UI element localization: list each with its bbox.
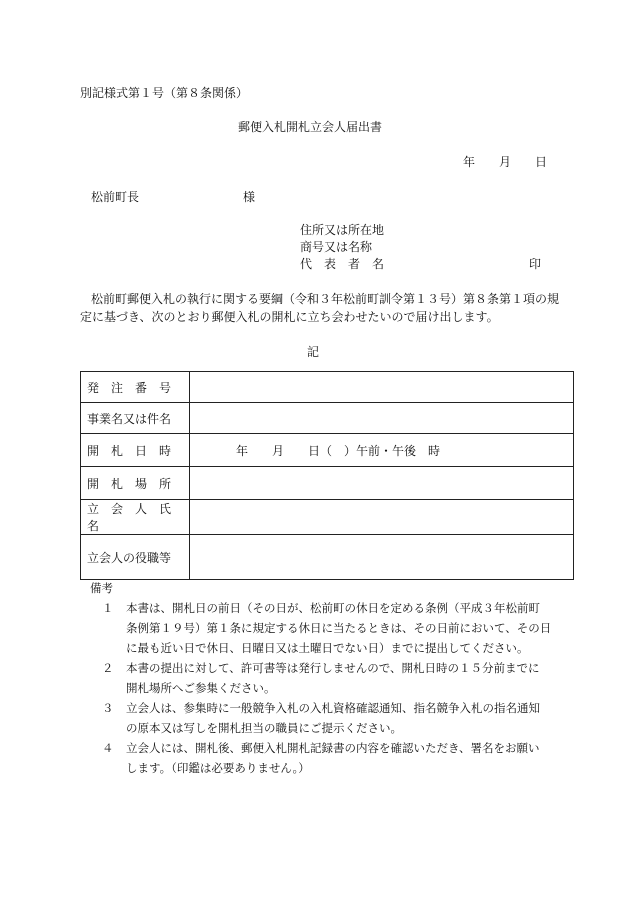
table-row: [81, 535, 574, 580]
row-label: 立 会 人 氏 名: [81, 500, 190, 535]
row-value-field[interactable]: [190, 403, 574, 434]
remark-line: の原本又は写しを開札担当の職員にご提示ください。: [126, 721, 402, 735]
table-row: [81, 434, 574, 467]
company-label: 商号又は名称: [300, 240, 373, 254]
ki-heading: 記: [307, 345, 320, 359]
remark-line: 条例第１９号）第１条に規定する休日に当たるときは、その日前において、その日: [126, 621, 552, 635]
remark-line: 開札場所へご参集ください。: [126, 681, 276, 695]
table-row: [81, 467, 574, 500]
row-label: 開 札 場 所: [81, 467, 190, 500]
remark-number: ２: [102, 661, 114, 675]
row-value-field[interactable]: [190, 535, 574, 580]
form-number: 別記様式第１号（第８条関係）: [80, 86, 249, 100]
row-label: 事業名又は件名: [81, 403, 190, 434]
representative-label: 代 表 者 名: [300, 257, 385, 271]
remark-line: 本書は、開札日の前日（その日が、松前町の休日を定める条例（平成３年松前町: [126, 601, 540, 615]
body-line-1: 松前町郵便入札の執行に関する要綱（令和３年松前町訓令第１３号）第８条第１項の規: [91, 292, 560, 306]
remark-item: [90, 598, 570, 658]
remark-item: [90, 738, 570, 778]
row-label: 発 注 番 号: [81, 372, 190, 403]
table-row: [81, 500, 574, 535]
remark-item: [90, 698, 570, 738]
remarks-heading: 備考: [90, 581, 113, 595]
body-line-2: 定に基づき、次のとおり郵便入札の開札に立ち会わせたいので届け出します。: [80, 310, 499, 324]
date-day: 日: [535, 155, 548, 169]
remark-line: します。（印鑑は必要ありません。）: [126, 761, 310, 775]
date-month: 月: [499, 155, 512, 169]
table-row: [81, 403, 574, 434]
remark-line: 立会人には、開札後、郵便入札開札記録書の内容を確認いただき、署名をお願い: [126, 741, 540, 755]
remark-line: に最も近い日で休日、日曜日又は土曜日でない日）までに提出してください。: [126, 641, 529, 655]
opening-datetime-field[interactable]: 年 月 日（ ）午前・午後 時: [190, 434, 574, 467]
remark-line: 立会人は、参集時に一般競争入札の入札資格確認通知、指名競争入札の指名通知: [126, 701, 540, 715]
addressee-name: 松前町長: [91, 190, 140, 204]
remark-line: 本書の提出に対して、許可書等は発行しませんので、開札日時の１５分前までに: [126, 661, 540, 675]
remark-number: ３: [102, 701, 114, 715]
seal-mark: 印: [529, 257, 542, 271]
address-label: 住所又は所在地: [300, 223, 385, 237]
row-value-field[interactable]: [190, 500, 574, 535]
row-label: 立会人の役職等: [81, 535, 190, 580]
row-label: 開 札 日 時: [81, 434, 190, 467]
remark-number: １: [102, 601, 114, 615]
remarks-section: [90, 578, 570, 778]
row-value-field[interactable]: [190, 467, 574, 500]
page-title: 郵便入札開札立会人届出書: [238, 120, 383, 134]
submission-table: [80, 371, 574, 580]
table-row: [81, 372, 574, 403]
date-year: 年: [463, 155, 476, 169]
remark-item: [90, 658, 570, 698]
remark-number: ４: [102, 741, 114, 755]
row-value-field[interactable]: [190, 372, 574, 403]
addressee-honorific: 様: [243, 190, 256, 204]
